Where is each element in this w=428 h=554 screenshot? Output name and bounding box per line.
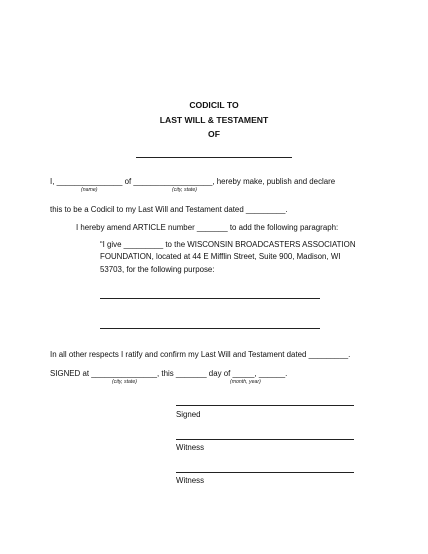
name-caption: (name) xyxy=(81,187,98,193)
amend-statement: I hereby amend ARTICLE number _______ to add the following paragraph: xyxy=(76,223,339,232)
witness-label-1: Witness xyxy=(176,443,205,452)
title-line-1: CODICIL TO xyxy=(189,100,239,110)
signed-label: Signed xyxy=(176,410,201,419)
title-line-3: OF xyxy=(208,129,220,139)
ratify-statement: In all other respects I ratify and confirm my Last Will and Testament dated _________. xyxy=(50,350,351,359)
intro-declaration: I, _______________ of __________________, hereby make, publish and declare xyxy=(50,177,336,186)
title-line-2: LAST WILL & TESTAMENT xyxy=(159,115,269,125)
gift-paragraph: “I give _________ to the WISCONSIN BROADCASTERS ASSOCIATION FOUNDATION, located at 44 E Mifflin Street, Suite 900, Madison, WI 53703, for the following purpose: xyxy=(100,240,356,274)
purpose-line-1 xyxy=(100,298,320,299)
witness-line-1 xyxy=(176,439,354,440)
testator-name-line xyxy=(136,157,292,158)
witness-label-2: Witness xyxy=(176,476,205,485)
purpose-line-2 xyxy=(100,328,320,329)
month-year-caption: (month, year) xyxy=(230,379,261,385)
signed-at-statement: SIGNED at _______________, this _______ day of _____, ______. xyxy=(50,369,288,378)
codicil-statement: this to be a Codicil to my Last Will and Testament dated _________. xyxy=(50,205,288,214)
signed-city-state-caption: (city, state) xyxy=(112,379,137,385)
signature-line xyxy=(176,405,354,406)
city-state-caption: (city, state) xyxy=(172,187,197,193)
witness-line-2 xyxy=(176,472,354,473)
